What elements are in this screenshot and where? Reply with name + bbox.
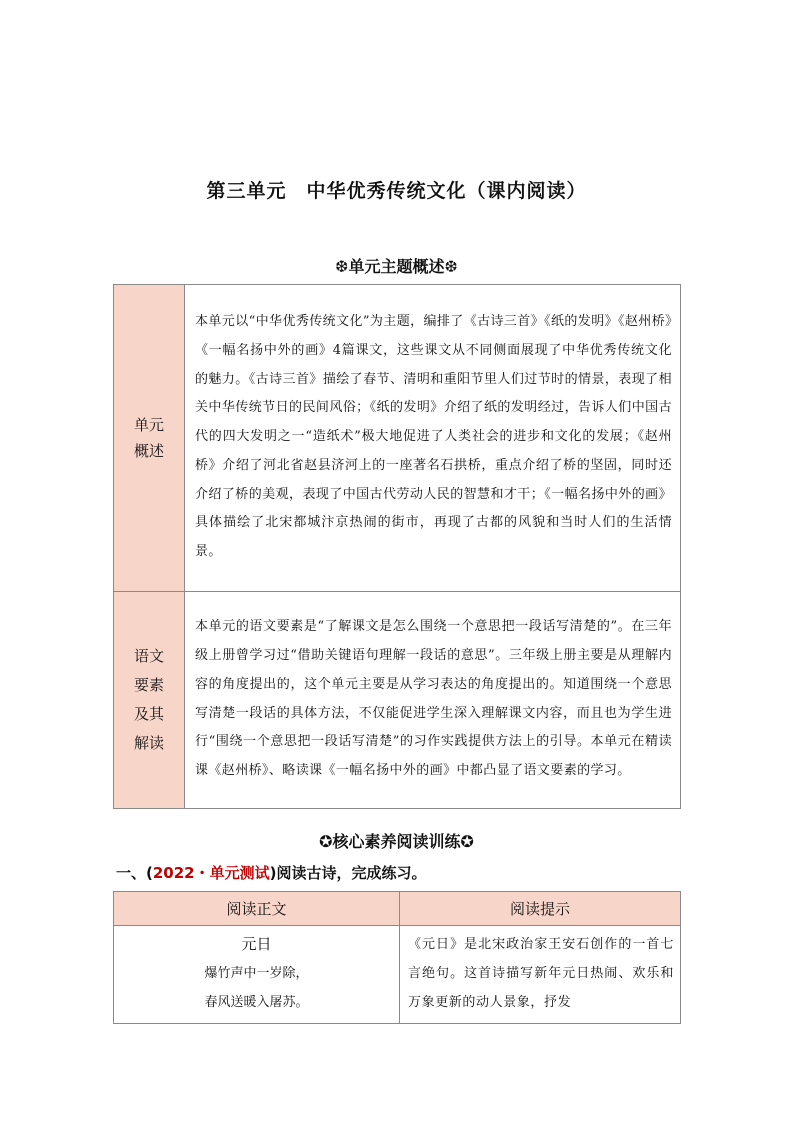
overview-row-label <box>114 592 185 809</box>
overview-row <box>114 285 681 592</box>
overview-row-text: 本单元的语文要素是“了解课文是怎么围绕一个意思把一段话写清楚的”。在三年级上册曾学习过“借助关键语句理解一段话的意思”。三年级上册主要是从理解内容的角度提出的，这个单元主要是从学习表达的角度提出的。知道围绕一个意思写清楚一段话的具体方法，不仅能促进学生深入理解课文内容，而且也为学生进行“围绕一个意思把一段话写清楚”的习作实践提供方法上的引导。本单元在精读课《赵州桥》、略读课《一幅名扬中外的画》中都凸显了语文要素的学习。 <box>185 592 681 809</box>
training-heading: ✪核心素养阅读训练✪ <box>319 832 474 851</box>
unit-overview-table <box>113 284 681 809</box>
reading-hint-text: 《元日》是北宋政治家王安石创作的一首七言绝句。这首诗描写新年元日热闹、欢乐和万象更新的动人景象，抒发 <box>400 926 681 1024</box>
reading-header-text: 阅读正文 <box>114 892 400 926</box>
page-title: 第三单元 中华优秀传统文化（课内阅读） <box>206 180 587 202</box>
question-source: 2022・单元测试 <box>152 864 270 882</box>
overview-row-label-text: 单元概述 <box>134 416 165 460</box>
poem-line: 爆竹声中一岁除， <box>204 966 309 981</box>
overview-row-label-text: 语文要素及其解读 <box>134 647 165 752</box>
overview-row-label <box>114 285 185 592</box>
poem-line: 春风送暖入屠苏。 <box>204 995 309 1010</box>
question-suffix: )阅读古诗，完成练习。 <box>269 864 427 882</box>
overview-row-text: 本单元以“中华优秀传统文化”为主题，编排了《古诗三首》《纸的发明》《赵州桥》《一幅名扬中外的画》4篇课文，这些课文从不同侧面展现了中华优秀传统文化的魅力。《古诗三首》描绘了春节、清明和重阳节里人们过节时的情景，表现了相关中华传统节日的民间风俗；《纸的发明》介绍了纸的发明经过，告诉人们中国古代的四大发明之一“造纸术”极大地促进了人类社会的进步和文化的发展；《赵州桥》介绍了河北省赵县济河上的一座著名石拱桥，重点介绍了桥的坚固，同时还介绍了桥的美观，表现了中国古代劳动人民的智慧和才干；《一幅名扬中外的画》具体描绘了北宋都城汴京热闹的街市，再现了古都的风貌和当时人们的生活情景。 <box>185 285 681 592</box>
reading-header-hint: 阅读提示 <box>400 892 681 926</box>
poem-title: 元日 <box>241 935 272 953</box>
question-1-heading <box>116 862 426 883</box>
overview-row <box>114 592 681 809</box>
poem-cell <box>114 926 400 1024</box>
question-prefix: 一、( <box>116 864 153 882</box>
overview-heading: ❆单元主题概述❆ <box>335 257 458 276</box>
reading-table <box>113 891 681 1024</box>
